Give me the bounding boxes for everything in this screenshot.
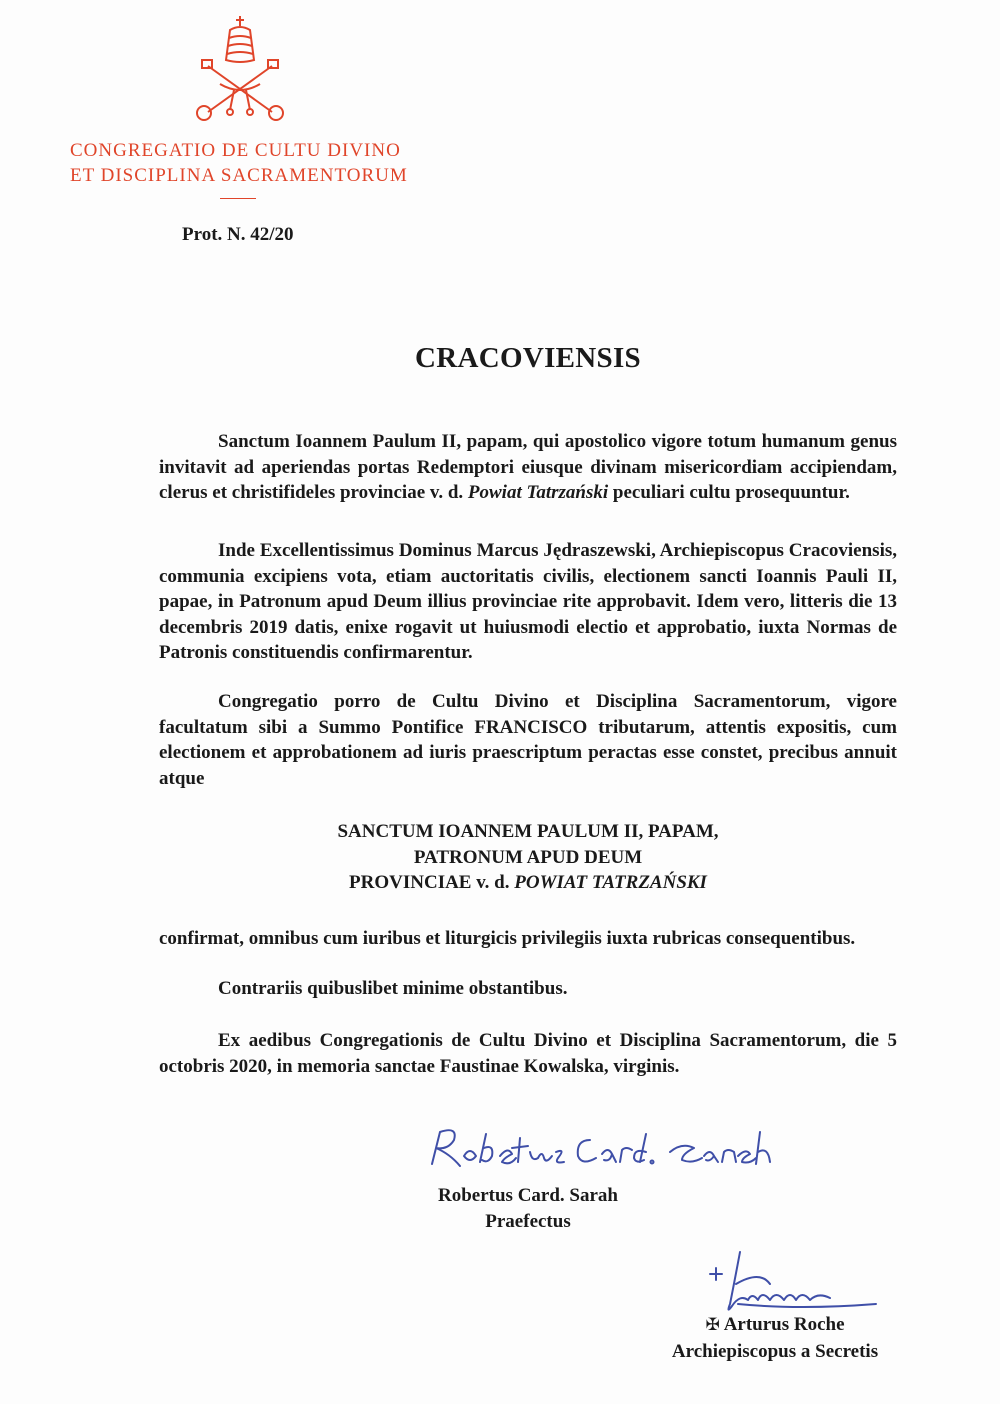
episcopal-cross-icon: ✠ [705, 1315, 720, 1335]
congregation-name-line2: ET DISCIPLINA SACRAMENTORUM [70, 165, 408, 186]
paragraph-4-text: confirmat, omnibus cum iuribus et liturgicis privilegiis iuxta rubricas consequentibus. [159, 928, 856, 949]
signatory-2-role: Archiepiscopus a Secretis [671, 1341, 879, 1362]
congregation-name-line1: CONGREGATIO DE CULTU DIVINO [70, 140, 401, 161]
signatory-2-name-text: Arturus Roche [723, 1314, 845, 1335]
paragraph-4 [159, 926, 897, 952]
paragraph-5-text: Contrariis quibuslibet minime obstantibus. [218, 978, 568, 999]
paragraph-1-end: peculiari cultu prosequuntur. [608, 482, 850, 503]
decree-line-2: PATRONUM APUD DEUM [413, 846, 643, 868]
papal-emblem-icon [190, 14, 290, 126]
decree-block [159, 819, 897, 896]
signatory-2-name [640, 1314, 910, 1336]
paragraph-6-text: Ex aedibus Congregationis de Cultu Divino et Disciplina Sacramentorum, die 5 octobris 2020, in memoria sanctae Faustinae Kowalska, virginis. [159, 1030, 897, 1077]
paragraph-3 [159, 689, 897, 791]
protocol-number: Prot. N. 42/20 [182, 224, 294, 245]
paragraph-2 [159, 538, 897, 666]
paragraph-1-italic: Powiat Tatrzański [467, 482, 609, 503]
paragraph-2-text: Inde Excellentissimus Dominus Marcus Jędraszewski, Archiepiscopus Cracoviensis, communia excipiens vota, etiam auctoritatis civilis, electionem sancti Ioannis Pauli II, papae, in Patronum apud Deum illius provinciae rite approbavit. Idem vero, litteris die 13 decembris 2019 datis, enixe rogavit ut huiusmodi electio et approbatio, iuxta Normas de Patronis constituendis confirmarentur. [159, 540, 897, 663]
paragraph-1-text: Sanctum Ioannem Paulum II, papam, qui apostolico vigore totum humanum genus invitavit ad aperiendas portas Redemptori eiusque divinam misericordiam accipiendam, clerus et christifideles provinciae v. d. [159, 431, 897, 503]
signatory-1-role: Praefectus [485, 1211, 571, 1232]
paragraph-6 [159, 1028, 897, 1079]
decree-line-3-text: PROVINCIAE v. d. [349, 872, 515, 893]
signature-sarah [420, 1118, 780, 1178]
decree-line-3 [159, 870, 897, 896]
paragraph-5 [159, 976, 897, 1002]
signature-roche [700, 1244, 890, 1322]
document-title: CRACOVIENSIS [415, 342, 641, 374]
decree-line-3-italic: POWIAT TATRZAŃSKI [514, 872, 707, 893]
signatory-1-name: Robertus Card. Sarah [438, 1185, 618, 1206]
paragraph-1 [159, 429, 897, 506]
paragraph-3-text: Congregatio porro de Cultu Divino et Disciplina Sacramentorum, vigore facultatum sibi a Summo Pontifice FRANCISCO tributarum, attentis expositis, cum electionem et approbationem ad iuris praescriptum peractas esse constet, precibus annuit atque [159, 691, 897, 789]
header-divider [220, 198, 256, 199]
decree-line-1: SANCTUM IOANNEM PAULUM II, PAPAM, [337, 821, 719, 842]
